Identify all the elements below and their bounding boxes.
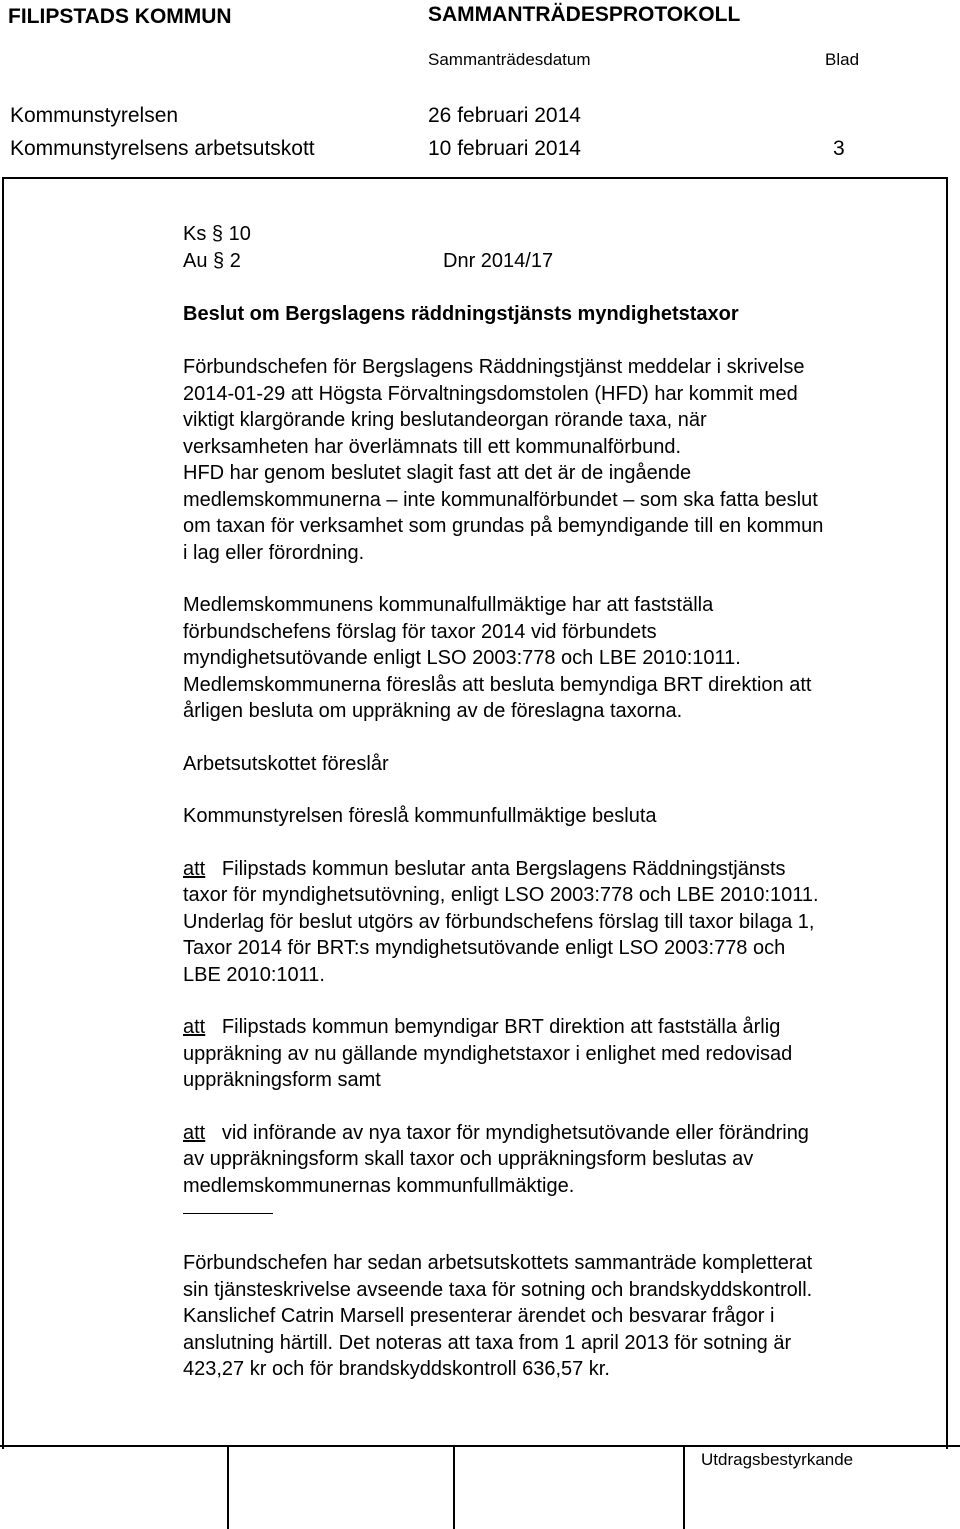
text-line: Underlag för beslut utgörs av förbundschefens förslag till taxor bilaga 1, xyxy=(183,910,815,933)
text-line: medlemskommunerna – inte kommunalförbundet – som ska fatta beslut xyxy=(183,488,818,511)
separator-rule xyxy=(183,1213,273,1214)
text-line: om taxan för verksamhet som grundas på bemyndigande till en kommun xyxy=(183,515,824,537)
text-line: Medlemskommunerna föreslås att besluta bemyndiga BRT direktion att xyxy=(183,673,812,696)
page-number: 3 xyxy=(833,137,845,160)
text-line: medlemskommunernas kommunfullmäktige. xyxy=(183,1174,575,1197)
signature-box-divider xyxy=(227,1445,229,1529)
text-line: av uppräkningsform skall taxor och uppräkningsform beslutas av xyxy=(183,1148,754,1170)
att-clause-text: vid införande av nya taxor för myndighetsutövande eller förändring xyxy=(221,1121,809,1144)
signature-box-divider xyxy=(683,1445,685,1529)
text-line: verksamheten har överlämnats till ett kommunalförbund. xyxy=(183,435,682,458)
text-line: sin tjänsteskrivelse avseende taxa för sotning och brandskyddskontroll. xyxy=(183,1278,813,1301)
au-paragraph: Au § 2 xyxy=(183,250,241,272)
certification-label: Utdragsbestyrkande xyxy=(701,1450,854,1469)
text-line: taxor för myndighetsutövning, enligt LSO 2003:778 och LBE 2010:1011. xyxy=(183,884,819,906)
text-line: årligen besluta om uppräkning av de föreslagna taxorna. xyxy=(183,700,683,722)
text-line: 2014-01-29 att Högsta Förvaltningsdomstolen (HFD) har kommit med xyxy=(183,382,798,405)
text-line: HFD har genom beslutet slagit fast att det är de ingående xyxy=(183,462,692,484)
text-line: i lag eller förordning. xyxy=(183,541,365,564)
att-keyword: att xyxy=(183,1121,206,1144)
att-clause-2 xyxy=(183,1014,943,1041)
meeting-date-1: 26 februari 2014 xyxy=(428,104,581,127)
proposal-heading: Arbetsutskottet föreslår xyxy=(183,752,389,775)
footer-rule xyxy=(0,1445,960,1447)
proposal-intro: Kommunstyrelsen föreslå kommunfullmäktige besluta xyxy=(183,805,657,827)
text-line: 423,27 kr och för brandskyddskontroll 636,57 kr. xyxy=(183,1358,610,1380)
body-name-1: Kommunstyrelsen xyxy=(10,104,179,127)
text-line: Förbundschefen har sedan arbetsutskottets sammanträde kompletterat xyxy=(183,1252,813,1274)
text-line: Taxor 2014 för BRT:s myndighetsutövande enligt LSO 2003:778 och xyxy=(183,937,786,959)
page-label: Blad xyxy=(825,50,860,69)
document-type: SAMMANTRÄDESPROTOKOLL xyxy=(428,3,741,26)
att-clause-3 xyxy=(183,1120,943,1147)
att-clause-text: Filipstads kommun beslutar anta Bergslagens Räddningstjänsts xyxy=(221,857,786,880)
att-clause-text: Filipstads kommun bemyndigar BRT direktion att fastställa årlig xyxy=(221,1016,781,1038)
att-keyword: att xyxy=(183,857,206,880)
body-text xyxy=(183,354,943,1383)
signature-box-divider xyxy=(453,1445,455,1529)
text-line: LBE 2010:1011. xyxy=(183,963,325,986)
meeting-date-2: 10 februari 2014 xyxy=(428,137,581,160)
text-line: uppräkning av nu gällande myndighetstaxor i enlighet med redovisad xyxy=(183,1042,793,1065)
diary-number: Dnr 2014/17 xyxy=(443,250,554,272)
text-line: Kanslichef Catrin Marsell presenterar ärendet och besvarar frågor i xyxy=(183,1305,775,1327)
meeting-date-label: Sammanträdesdatum xyxy=(428,50,591,69)
text-line: Förbundschefen för Bergslagens Räddningstjänst meddelar i skrivelse xyxy=(183,356,805,378)
att-keyword: att xyxy=(183,1016,206,1038)
text-line: förbundschefens förslag för taxor 2014 vid förbundets xyxy=(183,620,657,643)
att-clause-1 xyxy=(183,856,943,883)
case-title: Beslut om Bergslagens räddningstjänsts myndighetstaxor xyxy=(183,303,739,325)
ks-paragraph: Ks § 10 xyxy=(183,223,251,245)
text-line: viktigt klargörande kring beslutandeorgan rörande taxa, när xyxy=(183,409,707,431)
text-line: myndighetsutövande enligt LSO 2003:778 och LBE 2010:1011. xyxy=(183,647,741,669)
body-name-2: Kommunstyrelsens arbetsutskott xyxy=(10,137,315,160)
text-line: Medlemskommunens kommunalfullmäktige har att fastställa xyxy=(183,594,714,616)
text-line: anslutning härtill. Det noteras att taxa from 1 april 2013 för sotning är xyxy=(183,1331,792,1354)
text-line: uppräkningsform samt xyxy=(183,1069,381,1091)
org-name: FILIPSTADS KOMMUN xyxy=(8,5,232,28)
